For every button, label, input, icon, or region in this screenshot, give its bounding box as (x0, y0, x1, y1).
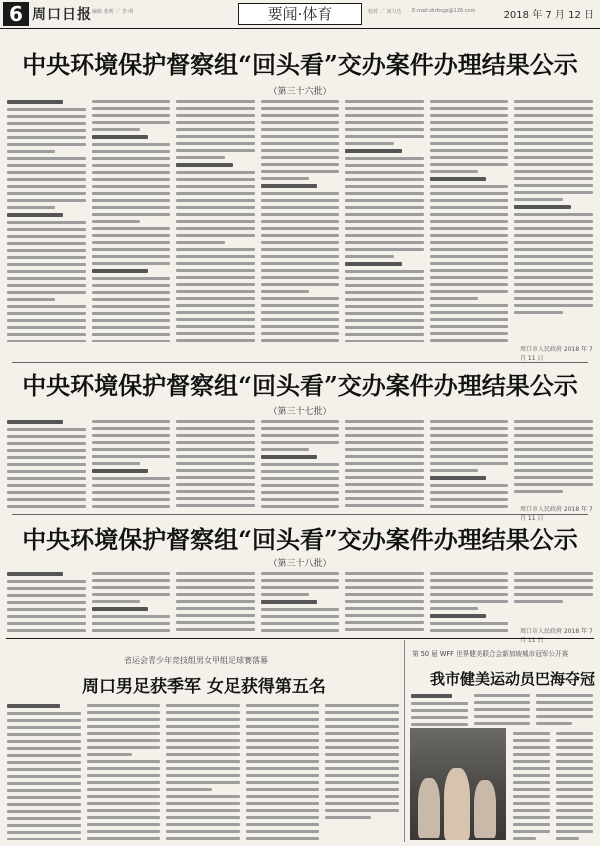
bodybuilding-kicker: 第 50 届 WFF 世界健美联合会新加坡城市冠军公开赛 (412, 650, 569, 658)
article-batch: （第三十六批） (268, 87, 332, 97)
article-headline: 中央环境保护督察组“回头看”交办案件办理结果公示 (22, 371, 578, 400)
athlete-photo (410, 728, 506, 840)
divider (12, 362, 588, 363)
paper-name: 周口日报 (32, 7, 92, 23)
bodybuilding-body (512, 728, 594, 840)
sports-kicker: 省运会青少年竞技组男女甲组足球赛落幕 (124, 656, 268, 665)
article-signoff: 周口市人民政府 2018 年 7 月 11 日 (520, 506, 593, 522)
column-divider (404, 640, 405, 842)
sports-body (6, 700, 400, 840)
article-batch: （第三十八批） (268, 559, 332, 569)
editor-credit: 编辑 张明 ／ 李 明 (92, 9, 134, 15)
contact-email: E-mail:zkrbsgz@126.com (412, 8, 476, 14)
divider (12, 514, 588, 515)
article-signoff: 周口市人民政府 2018 年 7 月 11 日 (520, 346, 593, 362)
article-headline: 中央环境保护督察组“回头看”交办案件办理结果公示 (22, 525, 578, 554)
proof-credit: 校对 ／ 刘力达 (368, 9, 402, 15)
article-signoff: 周口市人民政府 2018 年 7 月 11 日 (520, 628, 593, 644)
page-number: 6 (3, 2, 29, 26)
article-headline: 中央环境保护督察组“回头看”交办案件办理结果公示 (22, 50, 578, 79)
issue-date: 2018 年 7 月 12 日 (503, 10, 594, 21)
bodybuilding-body-top (410, 690, 594, 726)
sports-headline: 周口男足获季军 女足获得第五名 (82, 677, 326, 697)
article-body (6, 416, 594, 510)
article-body (6, 96, 594, 342)
page-header (0, 0, 600, 29)
article-batch: （第三十七批） (268, 407, 332, 417)
article-body (6, 568, 594, 632)
bodybuilding-headline: 我市健美运动员巴海夺冠 (430, 670, 596, 688)
section-title: 要闻·体育 (238, 3, 362, 25)
section-divider (6, 638, 594, 639)
